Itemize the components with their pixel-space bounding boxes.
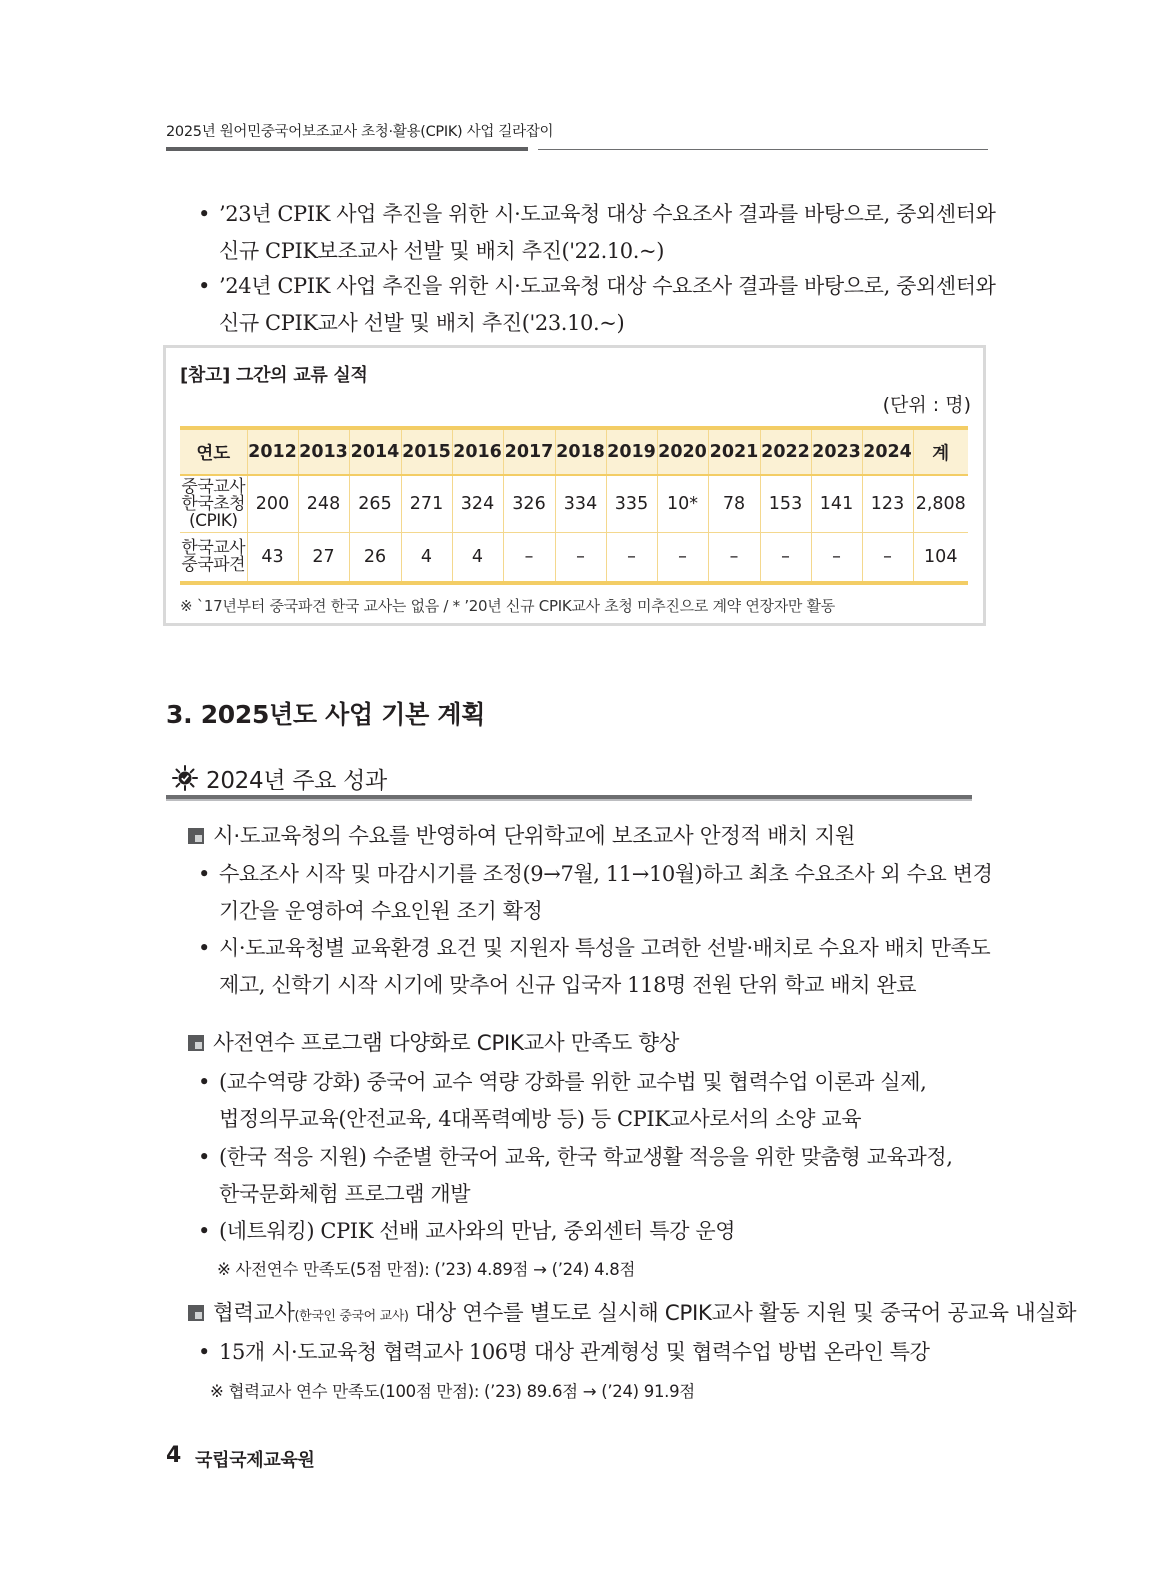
- table-cell: 43: [247, 533, 298, 584]
- bullet-line: ’24년 CPIK 사업 추진을 위한 시·도교육청 대상 수요조사 결과를 바탕으로, 중외센터와: [219, 274, 996, 298]
- table-cell: 335: [606, 475, 657, 533]
- item-heading: [188, 1296, 1076, 1327]
- bullet-line: 신규 CPIK보조교사 선발 및 배치 추진('22.10.~): [219, 239, 665, 263]
- table-header-cell: 계: [932, 443, 950, 464]
- bullet-dot: •: [198, 274, 210, 298]
- table-cell: 10*: [657, 475, 708, 533]
- satisfaction-note: ※ 사전연수 만족도(5점 만점): (’23) 4.89점 → (’24) 4.8점: [217, 1260, 636, 1279]
- table-cell: 271: [401, 475, 452, 533]
- row-label-line: (CPIK): [188, 510, 238, 531]
- table-header-cell: 2019: [606, 428, 657, 475]
- bullet-line: 제고, 신학기 시작 시기에 맞추어 신규 입국자 118명 전원 단위 학교 배치 완료: [219, 973, 917, 997]
- sun-check-icon: [172, 765, 198, 797]
- subsection-heading: [172, 762, 387, 797]
- item-bullet: [198, 1139, 953, 1213]
- table-cell: –: [760, 533, 811, 584]
- bullet-line: 수요조사 시작 및 마감시기를 조정(9→7월, 11→10월)하고 최초 수요조사 외 수요 변경: [219, 862, 993, 886]
- bullet-dot: •: [198, 936, 210, 960]
- bullet-line: 기간을 운영하여 수요인원 조기 확정: [219, 899, 543, 923]
- table-cell: 141: [811, 475, 862, 533]
- table-cell: –: [811, 533, 862, 584]
- bullet-line: (한국 적응 지원) 수준별 한국어 교육, 한국 학교생활 적응을 위한 맞춤형 교육과정,: [219, 1145, 953, 1169]
- table-cell: 4: [452, 533, 503, 584]
- reference-unit: (단위 : 명): [882, 394, 971, 416]
- square-bullet-icon: [188, 1035, 204, 1051]
- table-cell: 153: [760, 475, 811, 533]
- table-header-cell: 2015: [401, 428, 452, 475]
- table-cell: 123: [862, 475, 913, 533]
- table-cell: 4: [401, 533, 452, 584]
- reference-box: [163, 345, 986, 626]
- bullet-line: ’23년 CPIK 사업 추진을 위한 시·도교육청 대상 수요조사 결과를 바탕으로, 중외센터와: [219, 202, 996, 226]
- bullet-line: (네트워킹) CPIK 선배 교사와의 만남, 중외센터 특강 운영: [219, 1219, 736, 1243]
- table-header-cell: 2014: [349, 428, 401, 475]
- item-bullet: [198, 1213, 736, 1250]
- table-header-row: [180, 428, 968, 475]
- table-header-cell: 2016: [452, 428, 503, 475]
- satisfaction-note: ※ 협력교사 연수 만족도(100점 만점): (’23) 89.6점 → (’24) 91.9점: [210, 1382, 695, 1401]
- subsection-title: 2024년 주요 성과: [206, 768, 387, 794]
- table-cell: 248: [298, 475, 349, 533]
- bullet-line: 신규 CPIK교사 선발 및 배치 추진('23.10.~): [219, 311, 625, 335]
- intro-bullet: [198, 196, 996, 270]
- table-cell: –: [708, 533, 760, 584]
- table-cell: –: [503, 533, 555, 584]
- table-cell: –: [555, 533, 606, 584]
- item-heading: [188, 819, 855, 850]
- bullet-dot: •: [198, 1070, 210, 1094]
- row-label-line: 중국교사: [181, 476, 246, 497]
- table-cell: 2,808: [913, 475, 968, 533]
- reference-note: ※ `17년부터 중국파견 한국 교사는 없음 / * ’20년 신규 CPIK교사 초청 미추진으로 계약 연장자만 활동: [180, 597, 835, 615]
- table-header-cell: 2023: [811, 428, 862, 475]
- section-title: 3. 2025년도 사업 기본 계획: [166, 700, 486, 729]
- item-bullet: [198, 856, 993, 930]
- exchange-table: [180, 426, 968, 585]
- item-heading-text: 협력교사: [213, 1301, 295, 1326]
- item-bullet: [198, 1334, 930, 1371]
- row-label-line: 한국초청: [181, 493, 246, 514]
- header-rule-thin: [538, 149, 988, 150]
- bullet-line: 시·도교육청별 교육환경 요건 및 지원자 특성을 고려한 선발·배치로 수요자 배치 만족도: [219, 936, 991, 960]
- table-row: [180, 475, 968, 533]
- table-cell: 265: [349, 475, 401, 533]
- item-heading-text: 사전연수 프로그램 다양화로 CPIK교사 만족도 향상: [213, 1031, 680, 1056]
- table-header-cell: 2024: [862, 428, 913, 475]
- table-cell: 27: [298, 533, 349, 584]
- bullet-line: (교수역량 강화) 중국어 교수 역량 강화를 위한 교수법 및 협력수업 이론과 실제,: [219, 1070, 927, 1094]
- square-bullet-icon: [188, 828, 204, 844]
- bullet-dot: •: [198, 862, 210, 886]
- table-cell: 326: [503, 475, 555, 533]
- row-label: [180, 533, 247, 584]
- square-bullet-icon: [188, 1305, 204, 1321]
- table-cell: 200: [247, 475, 298, 533]
- item-bullet: [198, 930, 991, 1004]
- header-rule-thick: [166, 147, 528, 151]
- page-number: 4: [166, 1443, 182, 1468]
- table-header-cell: 2018: [555, 428, 606, 475]
- running-header: 2025년 원어민중국어보조교사 초청·활용(CPIK) 사업 길라잡이: [166, 124, 554, 140]
- table-cell: 104: [913, 533, 968, 584]
- table-cell: 324: [452, 475, 503, 533]
- row-label: [180, 475, 247, 533]
- table-cell: –: [657, 533, 708, 584]
- organization-name: 국립국제교육원: [195, 1450, 315, 1471]
- table-cell: –: [606, 533, 657, 584]
- item-bullet: [198, 1064, 927, 1138]
- subsection-rule-shadow: [166, 799, 972, 801]
- row-label-line: 한국교사: [181, 538, 246, 558]
- table-cell: 334: [555, 475, 606, 533]
- table-header-cell: 연도: [180, 428, 247, 475]
- table-header-cell: 2021: [708, 428, 760, 475]
- table-header-cell: 2012: [247, 428, 298, 475]
- intro-bullet: [198, 268, 996, 342]
- bullet-line: 15개 시·도교육청 협력교사 106명 대상 관계형성 및 협력수업 방법 온라인 특강: [219, 1340, 930, 1364]
- bullet-dot: •: [198, 1219, 210, 1243]
- bullet-line: 법정의무교육(안전교육, 4대폭력예방 등) 등 CPIK교사로서의 소양 교육: [219, 1107, 862, 1131]
- table-row: [180, 533, 968, 584]
- table-cell: 78: [708, 475, 760, 533]
- item-heading-small: (한국인 중국어 교사): [294, 1309, 409, 1324]
- table-cell: –: [862, 533, 913, 584]
- bullet-line: 한국문화체험 프로그램 개발: [219, 1182, 471, 1206]
- item-heading-text: 시·도교육청의 수요를 반영하여 단위학교에 보조교사 안정적 배치 지원: [213, 824, 856, 849]
- bullet-dot: •: [198, 1340, 210, 1364]
- table-cell: 26: [349, 533, 401, 584]
- table-header-cell: 2020: [657, 428, 708, 475]
- item-heading-text: 대상 연수를 별도로 실시해 CPIK교사 활동 지원 및 중국어 공교육 내실화: [408, 1301, 1077, 1326]
- table-header-cell: 2022: [760, 428, 811, 475]
- reference-title: [참고] 그간의 교류 실적: [180, 365, 368, 386]
- bullet-dot: •: [198, 202, 210, 226]
- item-heading: [188, 1026, 679, 1057]
- table-header-cell: 2013: [298, 428, 349, 475]
- bullet-dot: •: [198, 1145, 210, 1169]
- row-label-line: 중국파견: [181, 555, 246, 575]
- table-header-cell: 2017: [503, 428, 555, 475]
